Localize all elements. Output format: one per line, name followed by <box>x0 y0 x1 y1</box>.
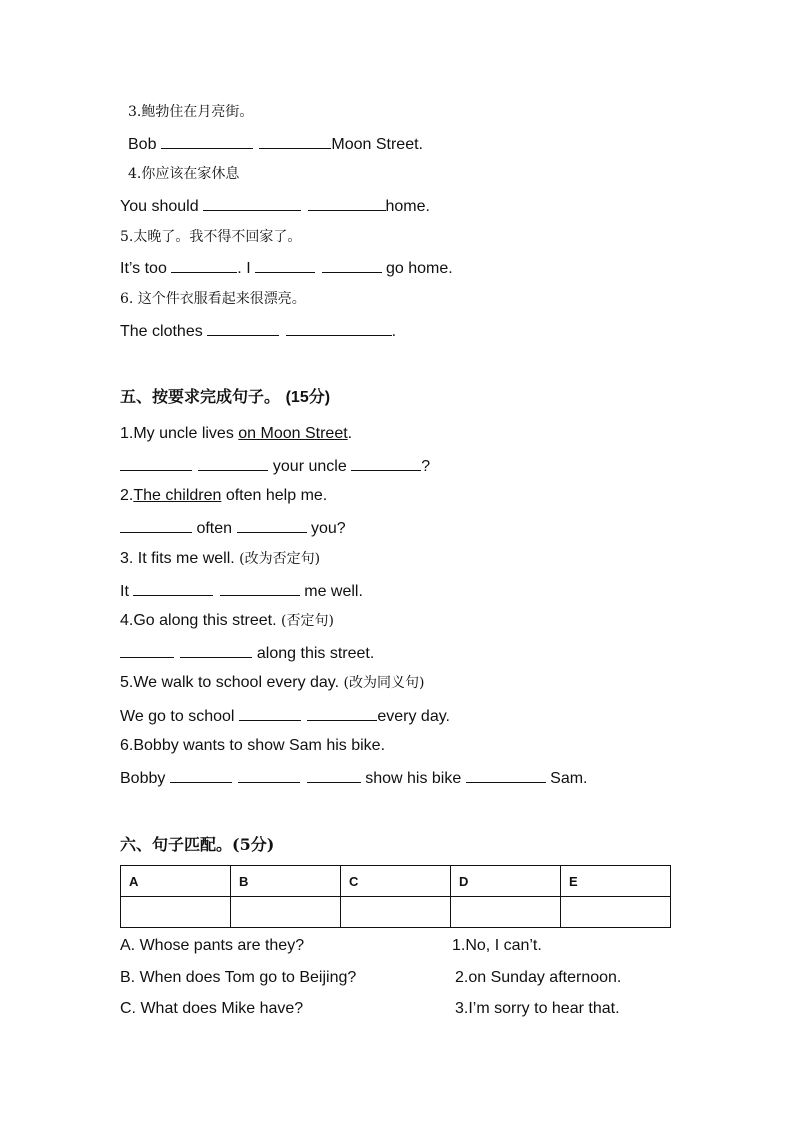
a5-end: every day. <box>377 708 450 725</box>
s6-answer-line <box>120 767 587 789</box>
a4-blank-1[interactable] <box>120 642 174 658</box>
q5-blank-2[interactable] <box>255 257 315 273</box>
q5-blank-3[interactable] <box>322 257 382 273</box>
a3-blank-1[interactable] <box>133 580 213 596</box>
s2-underlined: The children <box>133 487 222 504</box>
s2-sentence <box>120 486 327 506</box>
q4-blank-2[interactable] <box>308 195 386 211</box>
col-b-header: B <box>231 866 341 897</box>
q5-chinese: 5.太晚了。我不得不回家了。 <box>120 229 302 245</box>
s4-note: (否定句) <box>280 613 334 629</box>
col-a-header: A <box>121 866 231 897</box>
question-a: A. Whose pants are they? <box>120 937 305 954</box>
q6-answer-line <box>120 320 396 342</box>
a3-blank-2[interactable] <box>220 580 300 596</box>
answer-cell-a[interactable] <box>121 897 231 928</box>
q5-part-b: . I <box>237 260 251 277</box>
a5-start: We go to school <box>120 708 235 725</box>
a2-blank-1[interactable] <box>120 517 192 533</box>
s3-answer-line <box>120 580 363 602</box>
q3-end: Moon Street. <box>331 136 423 153</box>
q3-answer-line <box>128 133 423 155</box>
q4-start: You should <box>120 198 199 215</box>
q5-part-c: go home. <box>386 260 453 277</box>
q4-answer-line <box>120 195 430 217</box>
answer-cell-b[interactable] <box>231 897 341 928</box>
q3-blank-2[interactable] <box>259 133 331 149</box>
s2-post: often help me. <box>221 487 328 504</box>
a6-blank-1[interactable] <box>170 767 232 783</box>
col-c-header: C <box>341 866 451 897</box>
table-header-row <box>121 866 671 897</box>
q5-blank-1[interactable] <box>171 257 237 273</box>
a5-blank-1[interactable] <box>239 705 301 721</box>
answer-2: 2.on Sunday afternoon. <box>455 969 622 986</box>
a1-blank-2[interactable] <box>198 455 268 471</box>
a3-end: me well. <box>304 583 363 600</box>
match-answer-table <box>120 865 671 928</box>
s5-answer-line <box>120 705 450 727</box>
answer-cell-d[interactable] <box>451 897 561 928</box>
a1-blank-1[interactable] <box>120 455 192 471</box>
a6-blank-3[interactable] <box>307 767 361 783</box>
q5-answer-line <box>120 257 453 279</box>
a4-blank-2[interactable] <box>180 642 252 658</box>
a3-start: It <box>120 583 129 600</box>
a2-mid: often <box>196 520 233 537</box>
s1-underlined: on Moon Street <box>238 425 348 442</box>
answer-3: 3.I’m sorry to hear that. <box>455 1000 620 1017</box>
a2-blank-2[interactable] <box>237 517 307 533</box>
s4-answer-line <box>120 642 374 664</box>
s3-text: 3. It fits me well. <box>120 550 235 567</box>
a1-end: ? <box>421 458 431 475</box>
s2-pre: 2. <box>120 487 134 504</box>
a2-end: you? <box>310 520 346 537</box>
a6-end: Sam. <box>550 770 588 787</box>
col-e-header: E <box>561 866 671 897</box>
a4-end: along this street. <box>256 645 375 662</box>
s1-pre: 1.My uncle lives <box>120 425 239 442</box>
s3-note: (改为否定句) <box>239 551 321 567</box>
part5-heading <box>120 387 330 408</box>
s3-sentence <box>120 549 320 569</box>
q4-blank-1[interactable] <box>203 195 301 211</box>
col-d-header: D <box>451 866 561 897</box>
q3-blank-1[interactable] <box>161 133 253 149</box>
q3-chinese: 3.鲍勃住在月亮街。 <box>128 104 254 120</box>
s1-post: . <box>347 425 353 442</box>
answer-cell-c[interactable] <box>341 897 451 928</box>
a6-blank-4[interactable] <box>466 767 546 783</box>
table-answer-row <box>121 897 671 928</box>
answer-cell-e[interactable] <box>561 897 671 928</box>
answer-1: 1.No, I can’t. <box>452 937 542 954</box>
part5-heading-text: 五、按要求完成句子。 <box>120 387 281 406</box>
q6-start: The clothes <box>120 323 203 340</box>
part6-heading: 六、句子匹配。(5分) <box>120 835 275 854</box>
q6-blank-1[interactable] <box>207 320 279 336</box>
q6-end: . <box>391 323 397 340</box>
s4-text: 4.Go along this street. <box>120 612 277 629</box>
q6-chinese: 6. 这个件衣服看起来很漂亮。 <box>120 291 306 307</box>
s1-sentence <box>120 424 352 444</box>
q5-part-a: It’s too <box>120 260 167 277</box>
a6-blank-2[interactable] <box>238 767 300 783</box>
s6-sentence: 6.Bobby wants to show Sam his bike. <box>120 737 386 754</box>
q4-end: home. <box>385 198 430 215</box>
q3-start: Bob <box>128 136 157 153</box>
a6-mid: show his bike <box>365 770 462 787</box>
q4-chinese: 4.你应该在家休息 <box>128 166 240 182</box>
s1-answer-line <box>120 455 430 477</box>
s5-note: (改为同义句) <box>343 675 425 691</box>
s5-text: 5.We walk to school every day. <box>120 674 340 691</box>
a1-blank-3[interactable] <box>351 455 421 471</box>
question-b: B. When does Tom go to Beijing? <box>120 969 357 986</box>
q6-blank-2[interactable] <box>286 320 392 336</box>
a1-mid: your uncle <box>272 458 347 475</box>
s4-sentence <box>120 611 334 631</box>
s5-sentence <box>120 673 424 693</box>
part5-score: (15分) <box>285 389 331 406</box>
question-c: C. What does Mike have? <box>120 1000 304 1017</box>
s2-answer-line <box>120 517 346 539</box>
a5-blank-2[interactable] <box>307 705 377 721</box>
a6-start: Bobby <box>120 770 166 787</box>
